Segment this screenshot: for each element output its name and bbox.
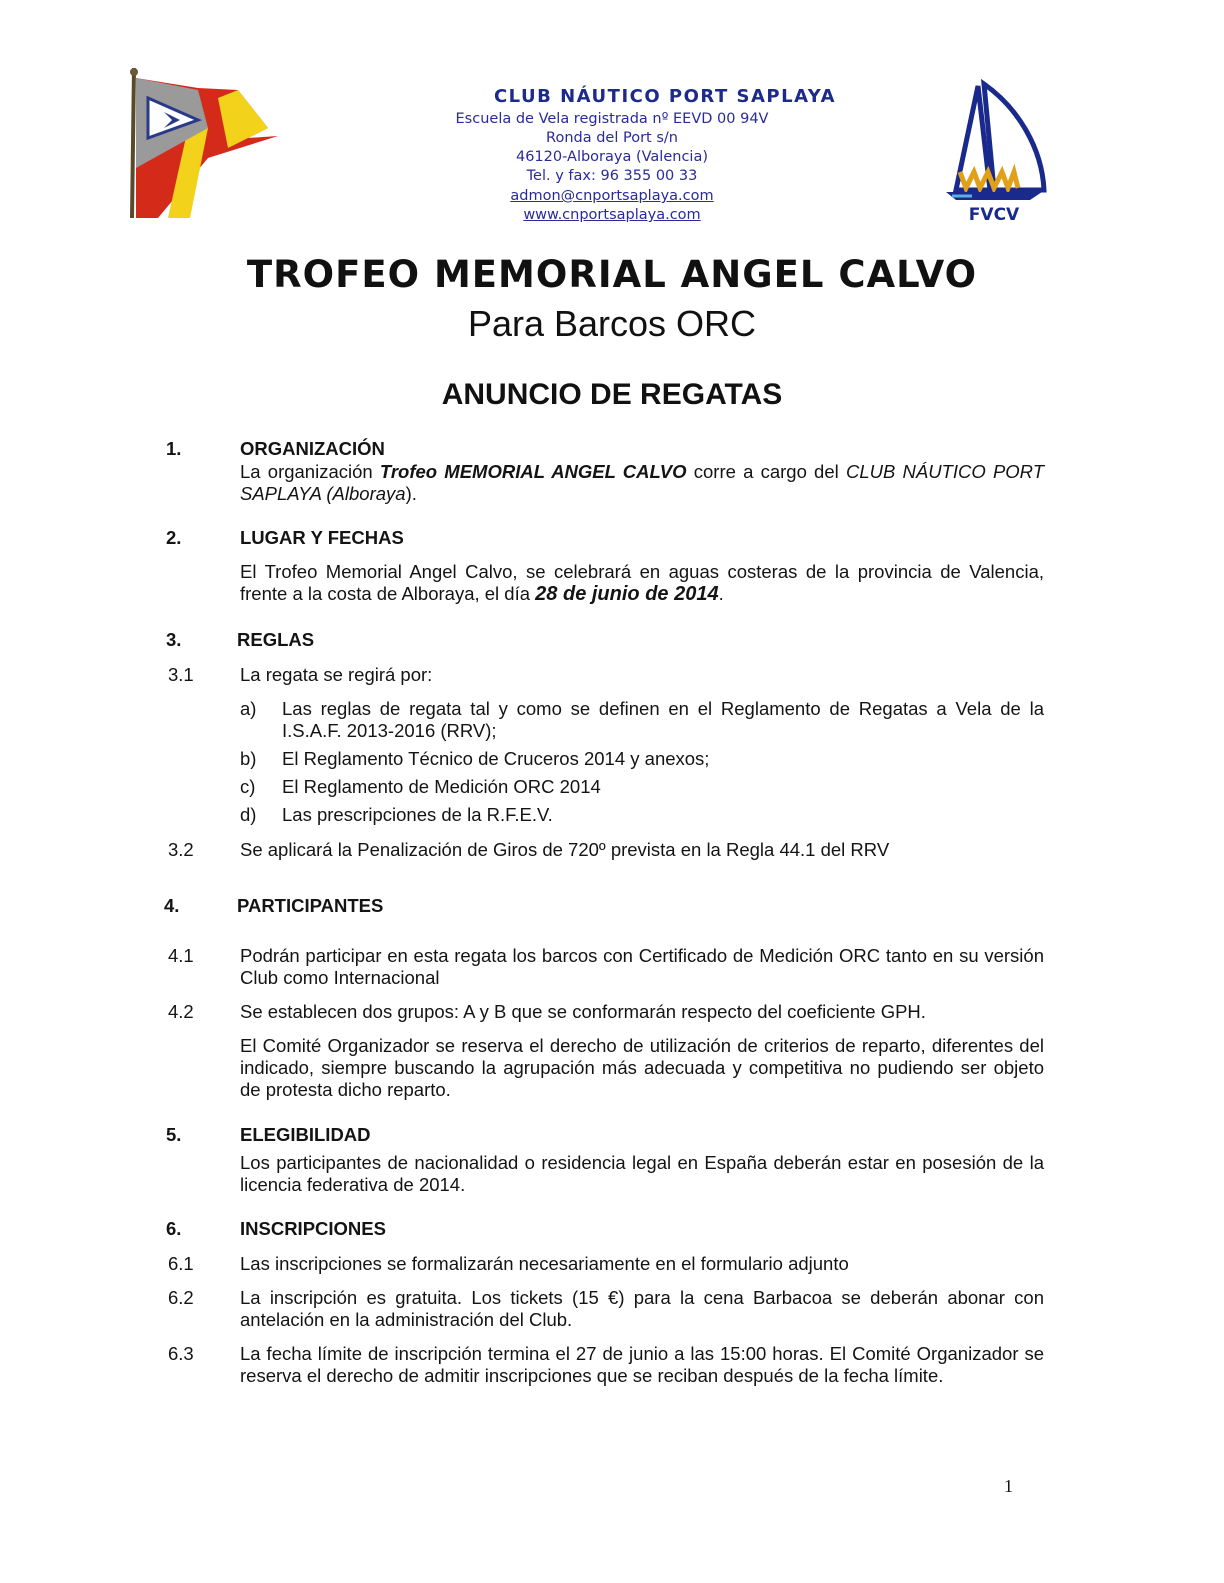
subsection-text: El Comité Organizador se reserva el derecho de utilización de criterios de reparto, diferentes del indicado, siempre buscando la agrupación más adecuada y competitiva no pudiendo ser objeto de protesta dicho reparto. [240,1035,1044,1100]
section-number: 3. [166,629,182,650]
section-title-participantes: PARTICIPANTES [237,895,384,916]
list-item-label: d) [240,804,257,825]
section-title-elegibilidad: ELEGIBILIDAD [240,1124,371,1145]
address-line2: 46120-Alboraya (Valencia) [515,149,708,165]
subsection-text: Se aplicará la Penalización de Giros de 720º prevista en la Regla 44.1 del RRV [240,839,890,860]
list-item-text: El Reglamento Técnico de Cruceros 2014 y anexos; [282,748,710,769]
fvcv-logo-text: FVCV [968,205,1020,225]
fvcv-sail-logo [938,78,1050,226]
list-item-label: c) [240,776,256,797]
subsection-text: Las inscripciones se formalizarán necesariamente en el formulario adjunto [240,1253,849,1274]
list-item-text: Las reglas de regata tal y como se definen en el Reglamento de Regatas a Vela de la I.S.A.F. 2013-2016 (RRV); [282,698,1044,741]
subsection-number: 3.2 [168,839,194,860]
subsection-number: 6.3 [168,1343,194,1364]
subsection-text: La regata se regirá por: [240,664,433,685]
section-title-organizacion: ORGANIZACIÓN [240,438,385,459]
section-number: 1. [166,438,182,459]
email-link[interactable]: admon@cnportsaplaya.com [510,188,714,204]
list-item-label: b) [240,748,257,769]
subsection-number: 6.2 [168,1287,194,1308]
phone-line: Tel. y fax: 96 355 00 33 [526,168,698,184]
section-number: 6. [166,1218,182,1239]
section-text-elegibilidad: Los participantes de nacionalidad o residencia legal en España deberán estar en posesión de la licencia federativa de 2014. [240,1152,1044,1195]
announcement-heading: ANUNCIO DE REGATAS [441,378,783,411]
section-text-organizacion: La organización Trofeo MEMORIAL ANGEL CALVO corre a cargo del CLUB NÁUTICO PORT SAPLAYA (Alboraya). [240,461,1045,504]
school-registration: Escuela de Vela registrada nº EEVD 00 94V [455,111,769,127]
subsection-text: Se establecen dos grupos: A y B que se conformarán respecto del coeficiente GPH. [240,1001,926,1022]
page-subtitle: Para Barcos ORC [467,303,757,344]
list-item-text: Las prescripciones de la R.F.E.V. [282,804,553,825]
section-number: 2. [166,527,182,548]
club-name: CLUB NÁUTICO PORT SAPLAYA [493,86,837,107]
section-number: 5. [166,1124,182,1145]
subsection-number: 4.1 [168,945,194,966]
subsection-number: 6.1 [168,1253,194,1274]
website-link[interactable]: www.cnportsaplaya.com [523,207,701,223]
subsection-text: Podrán participar en esta regata los barcos con Certificado de Medición ORC tanto en su versión Club como Internacional [240,945,1044,988]
subsection-number: 3.1 [168,664,194,685]
section-title-reglas: REGLAS [237,629,315,650]
subsection-text: La fecha límite de inscripción termina el 27 de junio a las 15:00 horas. El Comité Organizador se reserva el derecho de admitir inscripciones que se reciban después de la fecha límite. [240,1343,1044,1386]
section-title-inscripciones: INSCRIPCIONES [240,1218,386,1239]
page-number: 1 [1004,1476,1013,1496]
list-item-text: El Reglamento de Medición ORC 2014 [282,776,601,797]
section-text-lugar: El Trofeo Memorial Angel Calvo, se celebrará en aguas costeras de la provincia de Valencia, frente a la costa de Alboraya, el día 28 de junio de 2014. [240,561,1044,605]
section-title-lugar: LUGAR Y FECHAS [240,527,404,548]
subsection-number: 4.2 [168,1001,194,1022]
section-number: 4. [164,895,180,916]
address-line1: Ronda del Port s/n [546,130,678,146]
list-item-label: a) [240,698,257,719]
page-title: TROFEO MEMORIAL ANGEL CALVO [246,253,978,296]
subsection-text: La inscripción es gratuita. Los tickets (15 €) para la cena Barbacoa se deberán abonar con antelación en la administración del Club. [240,1287,1044,1330]
club-flag-logo [128,68,278,220]
